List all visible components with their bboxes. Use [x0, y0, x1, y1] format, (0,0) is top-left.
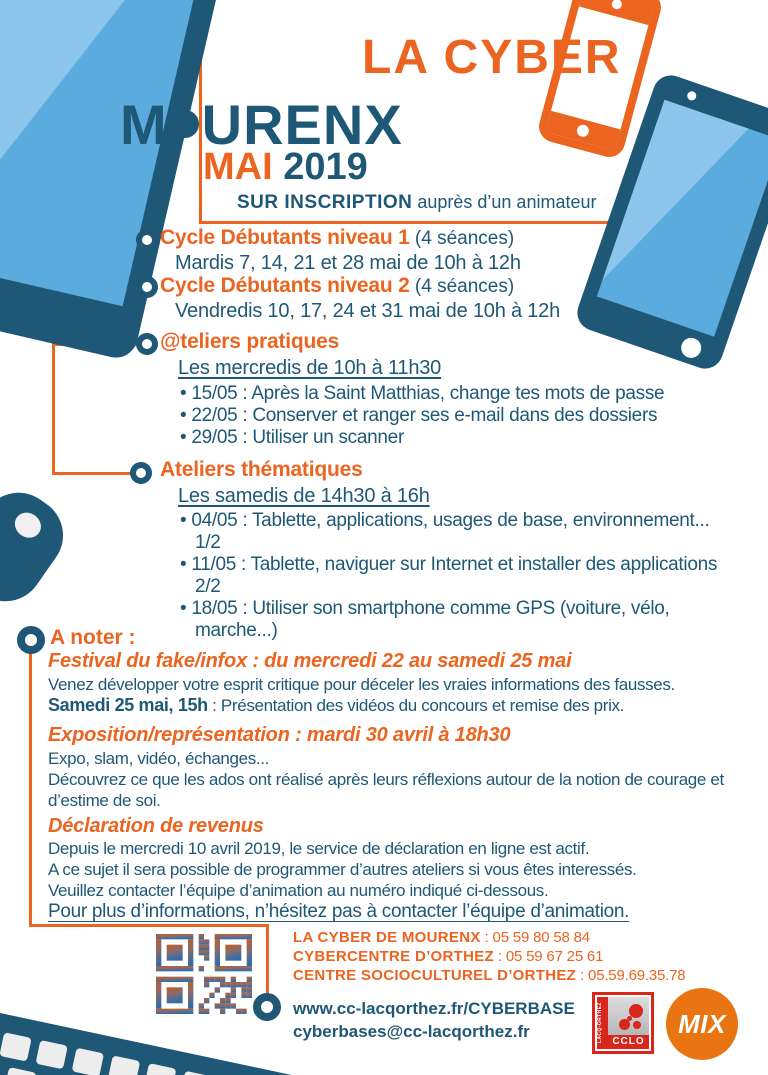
timeline-node-a-noter	[17, 626, 45, 654]
ateliers-pratiques-schedule: Les mercredis de 10h à 11h30	[178, 357, 442, 379]
month-year	[203, 146, 368, 189]
ateliers-pratiques-title: @teliers pratiques	[160, 330, 340, 353]
timeline-node-cycle2	[136, 276, 158, 298]
declaration-title: Déclaration de revenus	[48, 815, 264, 837]
declaration-line3: Veuillez contacter l’équipe d’animation au numéro indiqué ci-dessous.	[48, 881, 549, 900]
contact-name: CENTRE SOCIOCULTUREL D’ORTHEZ	[293, 967, 577, 984]
registration-bold: SUR INSCRIPTION	[237, 192, 413, 213]
cycle1-dates: Mardis 7, 14, 21 et 28 mai de 10h à 12h	[175, 252, 521, 274]
a-noter-title: A noter :	[50, 626, 136, 649]
mix-logo: MIX	[666, 988, 738, 1060]
festival-title: Festival du fake/infox : du mercredi 22 au samedi 25 mai	[48, 650, 572, 672]
festival-line2-bold: Samedi 25 mai, 15h	[48, 695, 208, 715]
timeline-node-ateliers-thematiques	[130, 462, 152, 484]
cclo-logo	[592, 992, 654, 1054]
mouse-wheel	[10, 508, 46, 543]
section-ateliers-pratiques-heading	[160, 330, 339, 354]
cycle2-title: Cycle Débutants niveau 2	[160, 274, 410, 297]
ateliers-pratiques-list	[180, 383, 718, 449]
contact-phone: : 05 59 80 58 84	[480, 929, 590, 946]
city-letter-m: M	[120, 93, 168, 156]
festival-line2-rest: : Présentation des vidéos du concours et remise des prix.	[207, 696, 625, 715]
more-info-line: Pour plus d’informations, n’hésitez pas à contacter l’équipe d’animation.	[48, 901, 630, 922]
year-label: 2019	[283, 146, 368, 188]
list-item: • 04/05 : Tablette, applications, usages de base, environnement... 1/2	[180, 510, 718, 554]
connector-line	[199, 221, 671, 224]
brand-title: LA CYBER	[362, 31, 622, 84]
expo-line2: Découvrez ce que les ados ont réalisé après leurs réflexions autour de la notion de courage et d’estime de soi.	[48, 770, 724, 810]
cycle2-seances: (4 séances)	[409, 276, 515, 297]
computer-mouse-icon	[0, 478, 78, 616]
contact-name: LA CYBER DE MOURENX	[293, 929, 481, 946]
ateliers-thematiques-list	[180, 510, 718, 642]
timeline-node-ateliers-pratiques	[136, 333, 158, 355]
cclo-label: CCLO	[608, 1035, 649, 1049]
list-item: • 18/05 : Utiliser son smartphone comme GPS (voiture, vélo, marche...)	[180, 598, 718, 642]
cycle2-dates: Vendredis 10, 17, 24 et 31 mai de 10h à 12h	[175, 300, 561, 322]
tablet-home-button	[678, 335, 703, 360]
cycle1-seances: (4 séances)	[409, 228, 515, 249]
expo-title: Exposition/représentation : mardi 30 avril à 18h30	[48, 724, 511, 746]
cclo-logo-main	[608, 997, 649, 1049]
list-item: • 15/05 : Après la Saint Matthias, change tes mots de passe	[180, 383, 718, 405]
list-item: • 29/05 : Utiliser un scanner	[180, 427, 718, 449]
section-cycle2-heading	[160, 274, 514, 298]
web-links	[293, 997, 575, 1043]
list-item: • 11/05 : Tablette, naviguer sur Internet et installer des applications 2/2	[180, 554, 718, 598]
city-o-node-icon	[171, 110, 199, 138]
timeline-node-cycle1	[136, 229, 158, 251]
registration-note	[237, 192, 596, 214]
month-label: MAI	[203, 146, 273, 188]
section-ateliers-thematiques-heading	[160, 458, 363, 482]
contact-name: CYBERCENTRE D’ORTHEZ	[293, 948, 495, 965]
qr-code	[156, 934, 252, 1014]
cclo-side-label: LACQ-ORTHEZ	[597, 997, 608, 1049]
registration-rest: auprès d’un animateur	[412, 192, 597, 212]
connector-line	[52, 472, 142, 475]
contact-row	[293, 928, 685, 947]
declaration-line1: Depuis le mercredi 10 avril 2019, le service de déclaration en ligne est actif.	[48, 839, 590, 858]
ateliers-thematiques-title: Ateliers thématiques	[160, 458, 363, 481]
website-link[interactable]: www.cc-lacqorthez.fr/CYBERBASE	[293, 999, 575, 1018]
email-link[interactable]: cyberbases@cc-lacqorthez.fr	[293, 1022, 530, 1041]
festival-line2	[48, 695, 624, 716]
connector-line	[29, 924, 269, 927]
city-letters-rest: URENX	[201, 93, 403, 156]
festival-line1: Venez développer votre esprit critique pour déceler les vraies informations des fausses.	[48, 675, 675, 694]
cycle1-title: Cycle Débutants niveau 1	[160, 226, 410, 249]
cclo-dot	[633, 1021, 641, 1029]
cclo-dot	[627, 1016, 632, 1021]
timeline-node-website	[253, 993, 281, 1021]
contact-phone: : 05 59 67 25 61	[494, 948, 604, 965]
tablet-camera-dot	[686, 90, 697, 101]
connector-line	[29, 650, 32, 927]
expo-line1: Expo, slam, vidéo, échanges...	[48, 749, 270, 768]
connector-line	[266, 924, 269, 996]
section-cycle1-heading	[160, 226, 514, 250]
contact-list	[293, 928, 685, 985]
contact-row	[293, 947, 685, 966]
declaration-line2: A ce sujet il sera possible de programmer d’autres ateliers si vous êtes interessés.	[48, 860, 637, 879]
contact-phone: : 05.59.69.35.78	[576, 967, 686, 984]
ateliers-thematiques-schedule: Les samedis de 14h30 à 16h	[178, 485, 430, 507]
contact-row	[293, 966, 685, 985]
list-item: • 22/05 : Conserver et ranger ses e-mail dans des dossiers	[180, 405, 718, 427]
